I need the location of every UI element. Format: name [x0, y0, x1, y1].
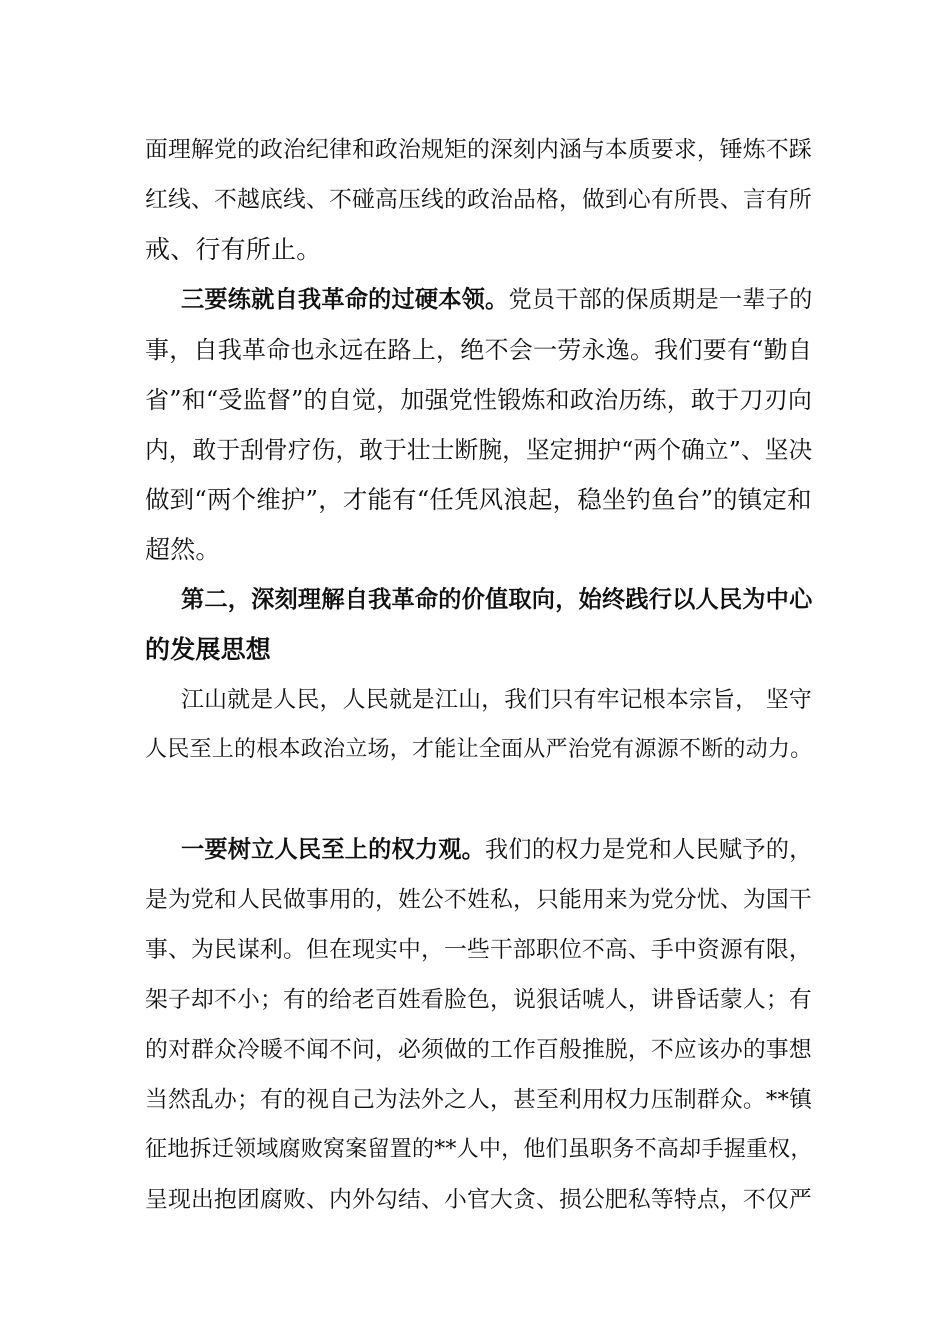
paragraph-first-line: 江山就是人民，人民就是江山，我们只有牢记根本宗旨， 坚守: [181, 687, 812, 713]
body-text-line: 事、为民谋利。但在现实中，一些干部职位不高、手中资源有限，: [145, 937, 812, 963]
body-text-line: 超然。: [145, 535, 221, 564]
paragraph-first-line: 三要练就自我革命的过硬本领。党员干部的保质期是一辈子的: [181, 286, 813, 313]
body-text-line: 人民至上的根本政治立场，才能让全面从严治党有源源不断的动力。: [145, 737, 813, 762]
body-text-line: 做到“两个维护”，才能有“任凭风浪起，稳坐钓鱼台”的镇定和: [145, 485, 812, 514]
body-text-line: 架子却不小；有的给老百姓看脸色，说狠话唬人，讲昏话蒙人；有: [145, 987, 812, 1013]
section-heading: 的发展思想: [145, 635, 272, 664]
body-text-line: 面理解党的政治纪律和政治规矩的深刻内涵与本质要求，锤炼不踩: [145, 137, 812, 163]
body-text-line: 是为党和人民做事用的，姓公不姓私，只能用来为党分忧、为国干: [145, 887, 812, 913]
body-text-line: 红线、不越底线、不碰高压线的政治品格，做到心有所畏、言有所: [145, 187, 812, 213]
body-text-line: 事，自我革命也永远在路上，绝不会一劳永逸。我们要有“勤自: [145, 336, 813, 364]
body-text-line: 征地拆迁领域腐败窝案留置的**人中，他们虽职务不高却手握重权，: [145, 1137, 813, 1162]
section-heading: 第二，深刻理解自我革命的价值取向，始终践行以人民为中心: [181, 586, 813, 613]
paragraph-heading: 三要练就自我革命的过硬本领。: [181, 286, 509, 313]
paragraph-heading: 一要树立人民至上的权力观。: [181, 836, 486, 863]
body-text-line: 当然乱办；有的视自己为法外之人，甚至利用权力压制群众。**镇: [145, 1087, 813, 1113]
body-text-line: 内，敢于刮骨疗伤，敢于壮士断腕，坚定拥护“两个确立”、坚决: [145, 436, 813, 464]
paragraph-first-line: 一要树立人民至上的权力观。我们的权力是党和人民赋予的，: [181, 836, 813, 863]
body-text-line: 的对群众冷暖不闻不问，必须做的工作百般推脱，不应该办的事想: [145, 1037, 812, 1063]
body-text-line: 呈现出抱团腐败、内外勾结、小官大贪、损公肥私等特点，不仅严: [145, 1187, 812, 1213]
body-text-line: 省”和“受监督”的自觉，加强党性锻炼和政治历练，敢于刀刃向: [145, 386, 813, 414]
body-text-line: 戒、行有所止。: [145, 235, 322, 264]
